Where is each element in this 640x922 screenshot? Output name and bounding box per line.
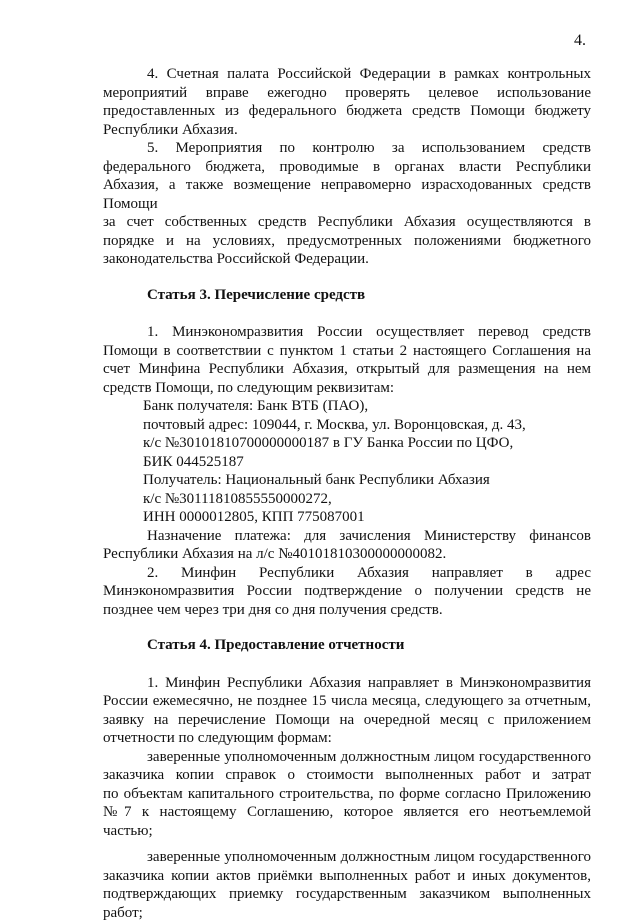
text-line: отчетности по следующим формам: — [103, 729, 591, 748]
text-line: по объектам капитального строительства, по форме согласно Приложению — [103, 785, 591, 804]
text-line: заказчика копии справок о стоимости выполненных работ и затрат — [103, 766, 591, 785]
text-line: работ; — [103, 904, 591, 922]
requisite-line: к/с №30111810855550000272, — [103, 490, 591, 509]
text-line: России ежемесячно, не позднее 15 числа месяца, следующего за отчетным, — [103, 692, 591, 711]
requisite-line: ИНН 0000012805, КПП 775087001 — [103, 508, 591, 527]
page-number: 4. — [574, 31, 586, 51]
text-line: позднее чем через три дня со дня получения средств. — [103, 601, 591, 620]
text-line: предоставленных из федерального бюджета средств Помощи бюджету — [103, 102, 591, 121]
text-line: за счет собственных средств Республики Абхазия осуществляются в — [103, 213, 591, 232]
paragraph-4 — [103, 65, 591, 139]
text-line: средств Помощи, по следующим реквизитам: — [103, 379, 591, 398]
text-line: счет Минфина Республики Абхазия, открытый для размещения на нем — [103, 360, 591, 379]
text-line: федерального бюджета, проводимые в органах власти Республики — [103, 158, 591, 177]
text-line: Республики Абхазия. — [103, 121, 591, 140]
text-line: Назначение платежа: для зачисления Министерству финансов — [103, 527, 591, 546]
requisite-line: БИК 044525187 — [103, 453, 591, 472]
report-item-2 — [103, 848, 591, 922]
text-line: Помощи в соответствии с пунктом 1 статьи 2 настоящего Соглашения на — [103, 342, 591, 361]
payment-purpose — [103, 527, 591, 564]
report-item-1 — [103, 748, 591, 841]
text-line: заказчика копии актов приёмки выполненных работ и иных документов, — [103, 867, 591, 886]
requisite-line: почтовый адрес: 109044, г. Москва, ул. Воронцовская, д. 43, — [103, 416, 591, 435]
requisite-line: к/с №30101810700000000187 в ГУ Банка России по ЦФО, — [103, 434, 591, 453]
text-line: Помощи — [103, 195, 591, 214]
article-4-paragraph-1 — [103, 674, 591, 748]
text-line: заверенные уполномоченным должностным лицом государственного — [103, 748, 591, 767]
text-line: Минэкономразвития России подтверждение о получении средств не — [103, 582, 591, 601]
text-line: 1. Минэкономразвития России осуществляет перевод средств — [103, 323, 591, 342]
text-line: Республики Абхазия на л/с №40101810300000000082. — [103, 545, 591, 564]
article-4-heading: Статья 4. Предоставление отчетности — [103, 636, 591, 655]
article-3-paragraph-2 — [103, 564, 591, 620]
text-line: подтверждающих приемку государственным заказчиком выполненных — [103, 885, 591, 904]
text-line: 2. Минфин Республики Абхазия направляет в адрес — [103, 564, 591, 583]
text-line: 4. Счетная палата Российской Федерации в рамках контрольных — [103, 65, 591, 84]
text-line: мероприятий вправе ежегодно проверять целевое использование — [103, 84, 591, 103]
article-3-heading: Статья 3. Перечисление средств — [103, 286, 591, 305]
requisite-line: Получатель: Национальный банк Республики Абхазия — [103, 471, 591, 490]
requisite-line: Банк получателя: Банк ВТБ (ПАО), — [103, 397, 591, 416]
text-line: №7 к настоящему Соглашению, которое является его неотъемлемой — [103, 803, 591, 822]
text-line: 1. Минфин Республики Абхазия направляет в Минэкономразвития — [103, 674, 591, 693]
text-line: Абхазия, а также возмещение неправомерно израсходованных средств — [103, 176, 591, 195]
text-line: порядке и на условиях, предусмотренных положениями бюджетного — [103, 232, 591, 251]
text-line: законодательства Российской Федерации. — [103, 250, 591, 269]
text-line: частью; — [103, 822, 591, 841]
bank-requisites — [103, 397, 591, 527]
text-line: заверенные уполномоченным должностным лицом государственного — [103, 848, 591, 867]
paragraph-5 — [103, 139, 591, 269]
text-line: 5. Мероприятия по контролю за использованием средств — [103, 139, 591, 158]
text-line: заявку на перечисление Помощи на очередной месяц с приложением — [103, 711, 591, 730]
article-3-paragraph-1 — [103, 323, 591, 397]
document-body — [103, 65, 591, 922]
